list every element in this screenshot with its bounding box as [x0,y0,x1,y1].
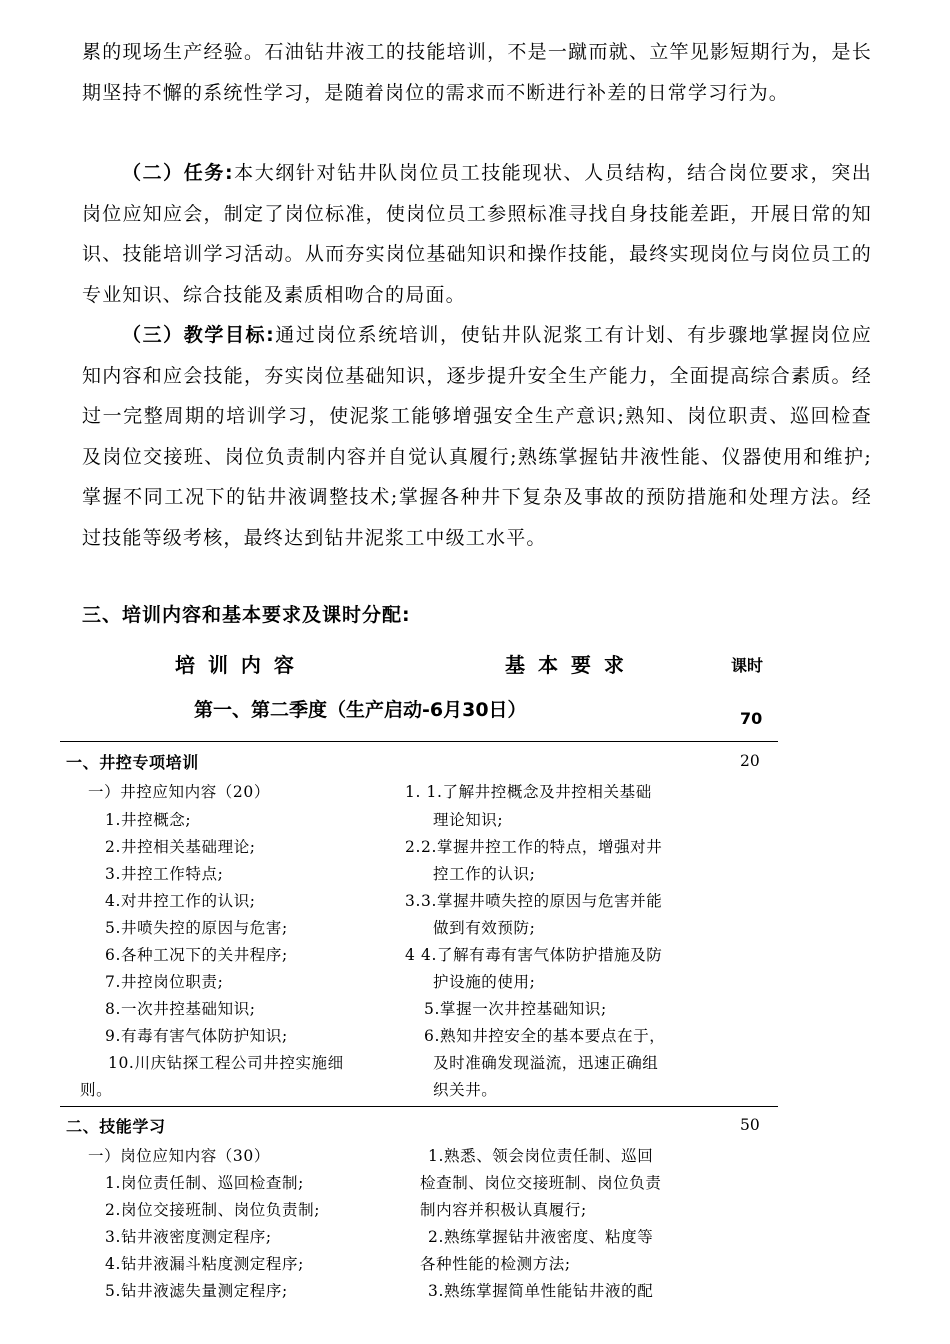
requirement-line: 控工作的认识; [433,865,536,883]
requirement-line: 检查制、岗位交接班制、岗位负责 [420,1174,662,1192]
requirement-line: 护设施的使用; [433,973,536,991]
content-item: 1.岗位责任制、巡回检查制; [105,1174,304,1192]
content-item: 10.川庆钻探工程公司井控实施细 [108,1054,344,1072]
content-item: 8.一次井控基础知识; [105,1000,256,1018]
requirement-line: 及时准确发现溢流，迅速正确组 [433,1054,659,1072]
requirement-line: 4 4.了解有毒有害气体防护措施及防 [405,946,663,964]
content-item: 7.井控岗位职责; [105,973,224,991]
objectives-body: 通过岗位系统培训，使钻井队泥浆工有计划、有步骤地掌握岗位应知内容和应会技能，夯实岗位基础知识，逐步提升安全生产能力，全面提高综合素质。经过一完整周期的培训学习，使泥浆工能够增强安全生产意识;熟知、岗位职责、巡回检查及岗位交接班、岗位负责制内容并自觉认真履行;熟练掌握钻井液性能、仪器使用和维护;掌握不同工况下的钻井液调整技术;掌握各种井下复杂及事故的预防措施和处理方法。经过技能等级考核，最终达到钻井泥浆工中级工水平。 [82,324,872,549]
section-1-hours: 20 [740,752,760,770]
content-item: 4.对井控工作的认识; [105,892,256,910]
requirement-line: 理论知识; [433,811,504,829]
requirement-line: 制内容并积极认真履行; [420,1201,587,1219]
task-body: 本大纲针对钻井队岗位员工技能现状、人员结构，结合岗位要求，突出岗位应知应会，制定了岗位标准，使岗位员工参照标准寻找自身技能差距，开展日常的知识、技能培训学习活动。从而夯实岗位基础知识和操作技能，最终实现岗位与岗位员工的专业知识、综合技能及素质相吻合的局面。 [82,162,872,306]
requirement-line: 1.熟悉、领会岗位责任制、巡回 [428,1147,654,1165]
section-heading: 三、培训内容和基本要求及课时分配: [82,604,411,626]
content-item: 1.井控概念; [105,811,192,829]
content-item: 5.钻井液滤失量测定程序; [105,1282,288,1300]
requirement-line: 3.熟练掌握简单性能钻井液的配 [428,1282,654,1300]
period-hours: 70 [740,709,763,728]
header-content: 培 训 内 容 [175,653,297,677]
table-rule-2 [60,1106,778,1107]
paragraph-objectives [82,315,872,558]
section-2-subtitle: 一）岗位应知内容（30） [88,1147,270,1165]
requirement-line: 1. 1.了解井控概念及井控相关基础 [405,783,652,801]
section-1-subtitle: 一）井控应知内容（20） [88,783,270,801]
section-2-hours: 50 [740,1116,760,1134]
content-item: 9.有毒有害气体防护知识; [105,1027,288,1045]
content-item: 则。 [80,1081,113,1099]
requirement-line: 5.掌握一次井控基础知识; [424,1000,607,1018]
content-item: 6.各种工况下的关井程序; [105,946,288,964]
requirement-line: 3.3.掌握井喷失控的原因与危害并能 [405,892,663,910]
section-1-title: 一、井控专项培训 [66,753,199,772]
content-item: 5.井喷失控的原因与危害; [105,919,288,937]
content-item: 2.井控相关基础理论; [105,838,256,856]
content-item: 2.岗位交接班制、岗位负责制; [105,1201,321,1219]
content-item: 3.井控工作特点; [105,865,224,883]
paragraph-intro-tail: 累的现场生产经验。石油钻井液工的技能培训，不是一蹴而就、立竿见影短期行为，是长期坚持不懈的系统性学习，是随着岗位的需求而不断进行补差的日常学习行为。 [82,41,872,104]
content-item: 4.钻井液漏斗粘度测定程序; [105,1255,304,1273]
requirement-line: 做到有效预防; [433,919,536,937]
period-title: 第一、第二季度（生产启动-6月30日） [194,699,527,721]
section-2-title: 二、技能学习 [66,1117,166,1136]
requirement-line: 各种性能的检测方法; [420,1255,571,1273]
requirement-line: 2.2.掌握井控工作的特点，增强对井 [405,838,663,856]
objectives-label: （三）教学目标: [122,324,275,346]
paragraph-task [82,153,872,315]
requirement-line: 6.熟知井控安全的基本要点在于， [424,1027,666,1045]
header-requirements: 基 本 要 求 [505,653,627,677]
table-rule-1 [60,741,778,742]
requirement-line: 2.熟练掌握钻井液密度、粘度等 [428,1228,654,1246]
requirement-line: 织关井。 [433,1081,498,1099]
content-item: 3.钻井液密度测定程序; [105,1228,272,1246]
task-label: （二）任务: [122,162,234,184]
header-hours: 课时 [731,656,764,675]
